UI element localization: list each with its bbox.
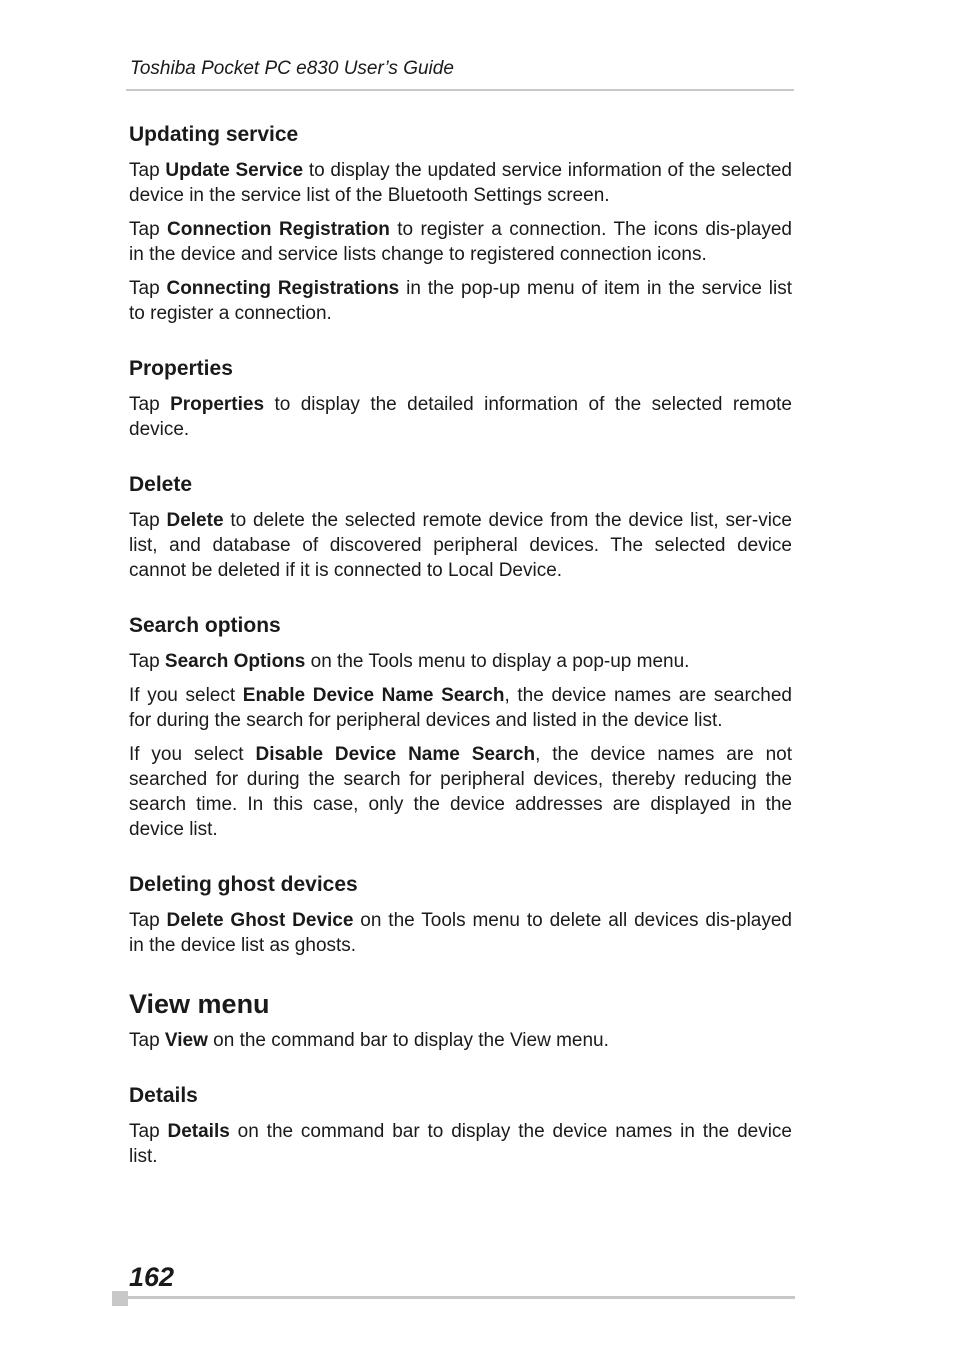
body-paragraph <box>129 508 792 583</box>
body-paragraph <box>129 217 792 267</box>
text-run: to display the detailed information of the selected remote device. <box>129 394 792 440</box>
text-run: on the Tools menu to delete all devices dis-played in the device list as ghosts. <box>129 910 792 956</box>
section-heading: Search options <box>129 614 281 637</box>
body-paragraph <box>129 392 792 442</box>
bold-term: Search Options <box>164 651 306 672</box>
bold-term: Properties <box>170 394 265 415</box>
text-run: , the device names are searched for during the search for peripheral devices and listed in the device list. <box>129 685 792 731</box>
section <box>129 987 792 1053</box>
section <box>129 471 792 583</box>
section-heading: Delete <box>129 473 193 496</box>
body-paragraph <box>129 1119 792 1169</box>
section <box>129 612 792 842</box>
text-run: Tap <box>129 510 167 531</box>
body-paragraph <box>129 683 792 733</box>
text-run: to register a connection. The icons dis-played in the device and service lists change to registered connection icons. <box>129 219 792 265</box>
text-run: on the Tools menu to display a pop-up menu. <box>305 651 690 672</box>
text-run: on the command bar to display the View menu. <box>207 1030 609 1051</box>
section-heading: Deleting ghost devices <box>129 873 358 896</box>
section <box>129 871 792 958</box>
bold-term: Delete <box>166 510 224 531</box>
section-heading: Details <box>129 1084 198 1107</box>
text-run: If you select <box>129 744 256 765</box>
bold-term: Connection Registration <box>167 219 390 240</box>
body-paragraph <box>129 908 792 958</box>
text-run: to delete the selected remote device from the device list, ser-vice list, and database of discovered peripheral devices. The selected device cannot be deleted if it is connected to Local Device. <box>129 510 792 581</box>
text-run: Tap <box>129 394 171 415</box>
footer-marker <box>112 1291 128 1306</box>
body-paragraph <box>129 649 792 674</box>
text-run: on the command bar to display the device names in the device list. <box>129 1121 792 1167</box>
section <box>129 121 792 326</box>
text-run: Tap <box>129 1030 165 1051</box>
section-heading: Updating service <box>129 123 299 146</box>
text-run: Tap <box>129 1121 168 1142</box>
bold-term: Details <box>167 1121 230 1142</box>
text-run: to display the updated service information of the selected device in the service list of the Bluetooth Settings screen. <box>129 160 792 206</box>
section-heading: View menu <box>129 989 270 1019</box>
text-run: Tap <box>129 910 167 931</box>
body-paragraph <box>129 276 792 326</box>
text-run: Tap <box>129 219 168 240</box>
footer-rule <box>128 1296 795 1299</box>
section <box>129 1082 792 1169</box>
bold-term: View <box>164 1030 208 1051</box>
body-paragraph <box>129 1028 792 1053</box>
text-run: Tap <box>129 651 165 672</box>
bold-term: Update Service <box>165 160 304 181</box>
section <box>129 355 792 442</box>
text-run: Tap <box>129 278 167 299</box>
text-run: , the device names are not searched for during the search for peripheral devices, thereby reducing the search time. In this case, only the device addresses are displayed in the device list. <box>129 744 792 840</box>
body-paragraph <box>129 742 792 842</box>
body-paragraph <box>129 158 792 208</box>
header-rule <box>126 89 794 91</box>
text-run: in the pop-up menu of item in the service list to register a connection. <box>129 278 792 324</box>
bold-term: Enable Device Name Search <box>242 685 505 706</box>
bold-term: Delete Ghost Device <box>166 910 354 931</box>
bold-term: Disable Device Name Search <box>255 744 536 765</box>
text-run: If you select <box>129 685 243 706</box>
page-content <box>129 121 792 1198</box>
text-run: Tap <box>129 160 166 181</box>
section-heading: Properties <box>129 357 233 380</box>
page-number: 162 <box>129 1262 175 1292</box>
running-header: Toshiba Pocket PC e830 User’s Guide <box>130 58 454 79</box>
bold-term: Connecting Registrations <box>166 278 400 299</box>
